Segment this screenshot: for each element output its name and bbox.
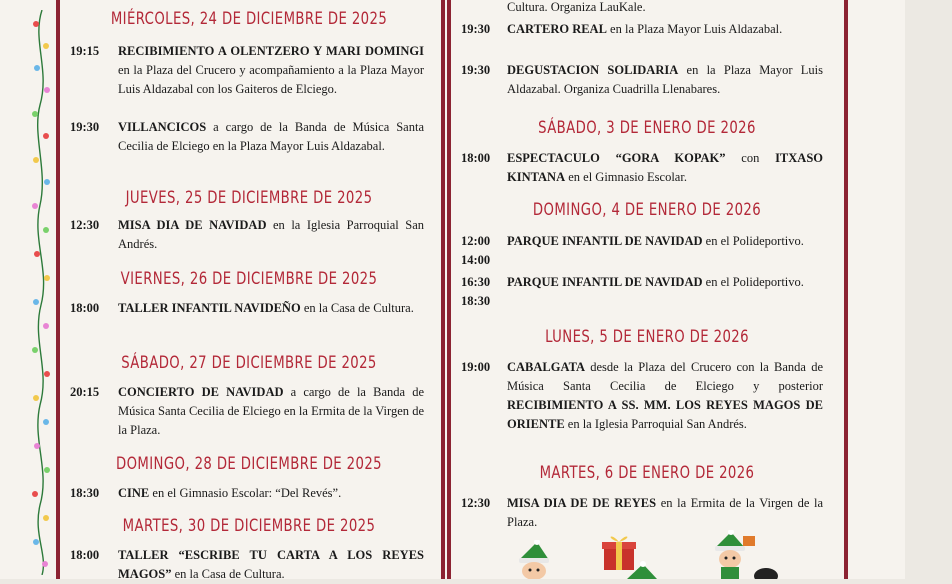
event-time: 12:00: [461, 234, 491, 248]
event-time: 16:30: [461, 275, 491, 289]
event-description: RECIBIMIENTO A OLENTZERO Y MARI DOMINGI en la Plaza del Crucero y acompañamiento a la Plaza Mayor Luis Aldazabal con los Gaiteros de Elciego.: [118, 44, 424, 96]
event-description: CINE en el Gimnasio Escolar: “Del Revés”.: [118, 486, 342, 500]
event-continuation: Cultura. Organiza LauKale.: [507, 0, 646, 14]
frame-border-center-left: [441, 0, 445, 579]
event-time: 18:00: [70, 548, 100, 562]
day-heading: SÁBADO, 27 DE DICIEMBRE DE 2025: [121, 353, 377, 373]
event-item: [60, 484, 438, 503]
event-item: [60, 299, 438, 318]
day-heading: VIERNES, 26 DE DICIEMBRE DE 2025: [120, 269, 378, 289]
event-item: [451, 273, 843, 308]
day-heading: MARTES, 6 DE ENERO DE 2026: [539, 463, 755, 483]
event-item: [451, 20, 843, 39]
frame-border-right: [844, 0, 848, 579]
event-description: PARQUE INFANTIL DE NAVIDAD en el Polideportivo.: [507, 234, 804, 248]
day-heading: MIÉRCOLES, 24 DE DICIEMBRE DE 2025: [110, 9, 388, 29]
event-description: MISA DIA DE NAVIDAD en la Iglesia Parroquial San Andrés.: [118, 218, 424, 251]
event-description: CONCIERTO DE NAVIDAD a cargo de la Banda de Música Santa Cecilia de Elciego en la Ermita de la Virgen de la Plaza.: [118, 385, 424, 437]
event-time: 20:15: [70, 385, 100, 399]
event-description: MISA DIA DE DE REYES en la Ermita de la Virgen de la Plaza.: [507, 496, 824, 529]
elf-icon: [513, 540, 561, 579]
event-description: ESPECTACULO “GORA KOPAK” con ITXASO KINTANA en el Gimnasio Escolar.: [507, 151, 823, 184]
event-end-time: 18:30: [461, 294, 491, 308]
event-time: 18:30: [70, 486, 100, 500]
event-time: 19:30: [461, 22, 491, 36]
event-description: DEGUSTACION SOLIDARIA en la Plaza Mayor Luis Aldazabal. Organiza Cuadrilla Llenabares.: [507, 63, 824, 96]
event-time: 19:15: [70, 44, 100, 58]
event-end-time: 14:00: [461, 253, 491, 267]
event-time: 18:00: [461, 151, 491, 165]
event-time: 19:30: [70, 120, 100, 134]
event-description: TALLER “ESCRIBE TU CARTA A LOS REYES MAGOS” en la Casa de Cultura.: [118, 548, 424, 581]
event-time: 12:30: [70, 218, 100, 232]
day-heading: JUEVES, 25 DE DICIEMBRE DE 2025: [125, 188, 373, 208]
event-time: 18:00: [70, 301, 100, 315]
event-description: CABALGATA desde la Plaza del Crucero con la Banda de Música Santa Cecilia de Elciego y posterior RECIBIMIENTO A SS. MM. LOS REYES MAGOS DE ORIENTE en la Iglesia Parroquial San Andrés.: [507, 360, 823, 431]
event-time: 19:30: [461, 63, 491, 77]
page-margin: [905, 0, 952, 579]
event-description: PARQUE INFANTIL DE NAVIDAD en el Polideportivo.: [507, 275, 804, 289]
event-item: [451, 149, 843, 187]
event-item: [451, 232, 843, 267]
day-heading: DOMINGO, 28 DE DICIEMBRE DE 2025: [115, 454, 383, 474]
event-item: [451, 358, 843, 434]
christmas-lights-icon: [28, 10, 54, 575]
event-item: [60, 383, 438, 440]
day-heading: DOMINGO, 4 DE ENERO DE 2026: [532, 200, 762, 220]
event-item: [60, 118, 438, 156]
event-item: [451, 61, 843, 99]
event-description: CARTERO REAL en la Plaza Mayor Luis Aldazabal.: [507, 22, 783, 36]
event-time: 12:30: [461, 496, 491, 510]
event-description: VILLANCICOS a cargo de la Banda de Música Santa Cecilia de Elciego en la Plaza Mayor Luis Aldazabal.: [118, 120, 424, 153]
event-item: [451, 494, 843, 532]
day-heading: MARTES, 30 DE DICIEMBRE DE 2025: [122, 516, 376, 536]
event-item: [60, 216, 438, 254]
event-description: TALLER INFANTIL NAVIDEÑO en la Casa de Cultura.: [118, 301, 414, 315]
event-time: 19:00: [461, 360, 491, 374]
event-item: [60, 546, 438, 584]
elf-icon: [623, 560, 663, 579]
elf-icon: [751, 566, 781, 579]
day-heading: SÁBADO, 3 DE ENERO DE 2026: [538, 118, 756, 138]
day-heading: LUNES, 5 DE ENERO DE 2026: [545, 327, 749, 347]
event-item: [60, 42, 438, 99]
